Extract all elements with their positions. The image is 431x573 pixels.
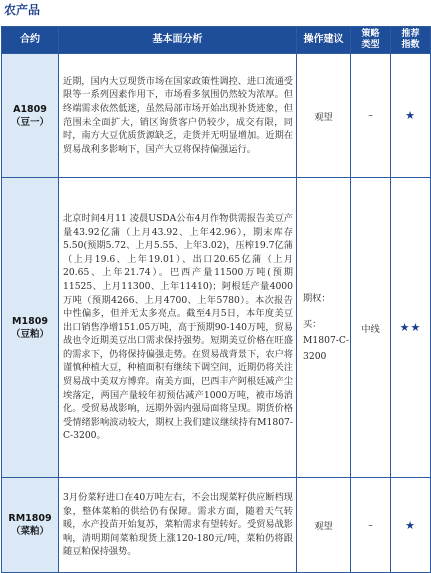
operation-line-3: 买： — [303, 318, 322, 330]
table-row-a1809 — [2, 54, 431, 178]
rating-cell — [391, 178, 431, 478]
section-title: 农产品 — [4, 3, 41, 17]
strategy-type-cell: – — [351, 54, 391, 178]
header-strategy-type-line-1: 策略 — [361, 29, 380, 39]
operation-line-4: M1807-C- — [303, 334, 350, 346]
contract-name: （豆粕） — [10, 328, 49, 340]
contract-name: （菜粕） — [10, 526, 49, 537]
operation-cell — [297, 178, 351, 478]
table-header-row — [2, 27, 431, 54]
table-row-rm1809 — [2, 478, 431, 573]
contract-cell — [2, 478, 59, 573]
header-rating-line-1: 推荐 — [401, 29, 420, 39]
analysis-table — [1, 26, 431, 573]
star-icon: ★ — [405, 518, 416, 532]
star-icon: ★ — [405, 109, 416, 122]
strategy-type-cell: – — [351, 478, 391, 573]
analysis-cell: 近期，国内大豆现货市场在国家政策性调控、进口流通受限等一系列因素作用下，市场看多氛围仍然较为浓厚。但终端需求依然低迷，虽然局部市场开始出现补货迹象，但范围未全面扩大，销区询货客户仍较少，成交有限，同时，南方大豆优质货源缺乏，走货并无明显增加。近期在贸易战利多影响下，国产大豆将保持偏强运行。 — [59, 54, 297, 178]
contract-code: M1809 — [12, 315, 48, 327]
rating-cell — [391, 54, 431, 178]
strategy-type-cell: 中线 — [351, 178, 391, 478]
operation-spacer — [303, 307, 350, 317]
header-strategy-type-line-2: 类型 — [361, 40, 380, 50]
star-icon: ★★ — [399, 321, 422, 334]
operation-cell: 观望 — [297, 478, 351, 573]
header-analysis: 基本面分析 — [59, 27, 297, 54]
operation-line-1: 期权： — [303, 292, 331, 304]
contract-code: RM1809 — [8, 513, 52, 524]
header-strategy-type — [351, 27, 391, 54]
header-contract: 合约 — [2, 27, 59, 54]
analysis-cell: 北京时间4月11 凌晨USDA公布4月作物供需报告美豆产量43.92亿蒲（上月43.92、上年42.96），期末库存5.50(预期5.72、上月5.55、上年3.02)，压榨19.7亿蒲（上月19.6、上年19.01）、出口20.65亿蒲（上月20.65、上年21.74）。巴西产量11500万吨(预期11525、上月11300、上年11410)；阿根廷产量4000万吨（预期4266、上月4700、上年5780）。本次报告中性偏多，但并无太多亮点。截至4月5日，本年度美豆出口销售净增151.05万吨，高于预期90-140万吨，贸易战也令近期美豆出口需求保持强势。短期美豆价格在旺盛的需求下，仍将保持偏强走势。在贸易战背景下，农户将谨慎种植大豆，种植面积有继续下调空间，近期仍将关注贸易战中美双方博弈。南美方面，巴西丰产阿根廷减产尘埃落定，两国产量较年初预估减产1000万吨，被市场消化。受贸易战影响，远期外弱内强局面将呈现。期货价格受情绪影响波动较大，期权上我们建议继续持有M1807-C-3200。 — [59, 178, 297, 478]
contract-cell — [2, 178, 59, 478]
operation-cell: 观望 — [297, 54, 351, 178]
operation-line-5: 3200 — [303, 350, 327, 362]
contract-name: （豆一） — [10, 116, 49, 128]
header-operation: 操作建议 — [297, 27, 351, 54]
header-rating — [391, 27, 431, 54]
analysis-cell: 3月份菜籽进口在40万吨左右，不会出现菜籽供应断档现象，整体菜粕的供给仍有保障。需求方面，随着天气转暖，水产投苗开始复苏，菜粕需求有望转好。受贸易战影响，清明期间菜粕现货上涨120-180元/吨，菜粕仍将跟随豆粕保持强势。 — [59, 478, 297, 573]
rating-cell — [391, 478, 431, 573]
contract-code: A1809 — [13, 103, 47, 115]
table-row-m1809 — [2, 178, 431, 478]
header-rating-line-2: 指数 — [401, 40, 420, 50]
contract-cell — [2, 54, 59, 178]
